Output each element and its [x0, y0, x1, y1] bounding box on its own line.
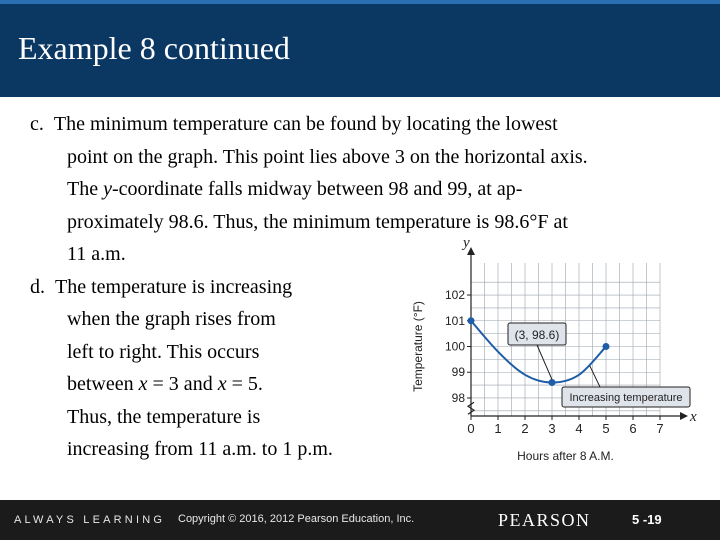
d-line-1: The temperature is increasing — [55, 275, 293, 298]
c-line-2: point on the graph. This point lies above 3 on the horizontal axis. — [67, 145, 588, 168]
x-axis-label: Hours after 8 A.M. — [517, 449, 614, 463]
d-line-3: left to right. This occurs — [67, 340, 260, 363]
curve-end-point — [603, 343, 610, 350]
curve-start-point — [468, 317, 475, 324]
c-line-3-var: y — [103, 178, 112, 200]
x-tick-label: 0 — [467, 421, 475, 436]
title-bar — [0, 0, 720, 97]
x-tick-label: 7 — [656, 421, 664, 436]
d-line-4c: = 5. — [226, 373, 263, 395]
pearson-logo: PEARSON — [498, 510, 591, 530]
title-accent-line — [0, 0, 720, 4]
c-line-4: proximately 98.6. Thus, the minimum temperature is 98.6°F at — [67, 210, 568, 233]
y-axis-break-mark — [468, 402, 474, 414]
x-tick-label: 1 — [494, 421, 502, 436]
d-label: d. — [30, 275, 45, 298]
d-line-4-x1: x — [138, 373, 148, 395]
d-line-2: when the graph rises from — [67, 308, 276, 330]
d-line-4a: between — [67, 373, 139, 395]
copyright-text: Copyright © 2016, 2012 Pearson Education, Inc. — [178, 513, 415, 525]
y-tick-label: 102 — [444, 288, 465, 303]
x-tick-label: 2 — [521, 421, 529, 436]
footer-bar — [0, 500, 720, 540]
x-axis-arrowhead — [680, 412, 688, 420]
increasing-temperature-label: Increasing temperature — [569, 392, 683, 404]
c-label: c. — [30, 113, 44, 135]
page-number: 5 -19 — [632, 512, 662, 527]
chart-tick-labels — [445, 288, 664, 436]
always-learning-text: ALWAYS LEARNING — [14, 514, 166, 526]
x-tick-label: 5 — [602, 421, 610, 436]
minimum-point — [549, 379, 556, 386]
y-tick-label: 100 — [444, 339, 465, 354]
increasing-leader-line — [590, 366, 600, 387]
c-line-5: 11 a.m. — [67, 243, 126, 265]
y-axis-letter: y — [463, 235, 470, 251]
d-line-4-x2: x — [217, 373, 227, 395]
y-tick-label: 101 — [444, 313, 465, 328]
y-axis-label: Temperature (°F) — [411, 301, 425, 392]
c-line-1: The minimum temperature can be found by locating the lowest — [53, 113, 558, 135]
x-tick-label: 4 — [575, 421, 583, 436]
d-line-6: increasing from 11 a.m. to 1 p.m. — [67, 438, 333, 460]
c-line-3-post: -coordinate falls midway between 98 and 99, at ap- — [111, 178, 523, 200]
x-tick-label: 6 — [629, 421, 637, 436]
x-tick-label: 3 — [548, 421, 556, 436]
y-tick-label: 99 — [451, 365, 465, 380]
y-tick-label: 98 — [451, 390, 465, 405]
temperature-chart — [405, 235, 705, 470]
chart-annotations — [508, 323, 690, 407]
slide-title: Example 8 continued — [18, 30, 290, 66]
d-line-5: Thus, the temperature is — [67, 405, 261, 428]
x-axis-letter: x — [690, 409, 697, 425]
c-line-3-pre: The — [67, 178, 104, 200]
d-line-4b: = 3 and — [147, 373, 218, 395]
min-point-label: (3, 98.6) — [514, 328, 560, 342]
min-point-leader-line — [537, 345, 552, 380]
